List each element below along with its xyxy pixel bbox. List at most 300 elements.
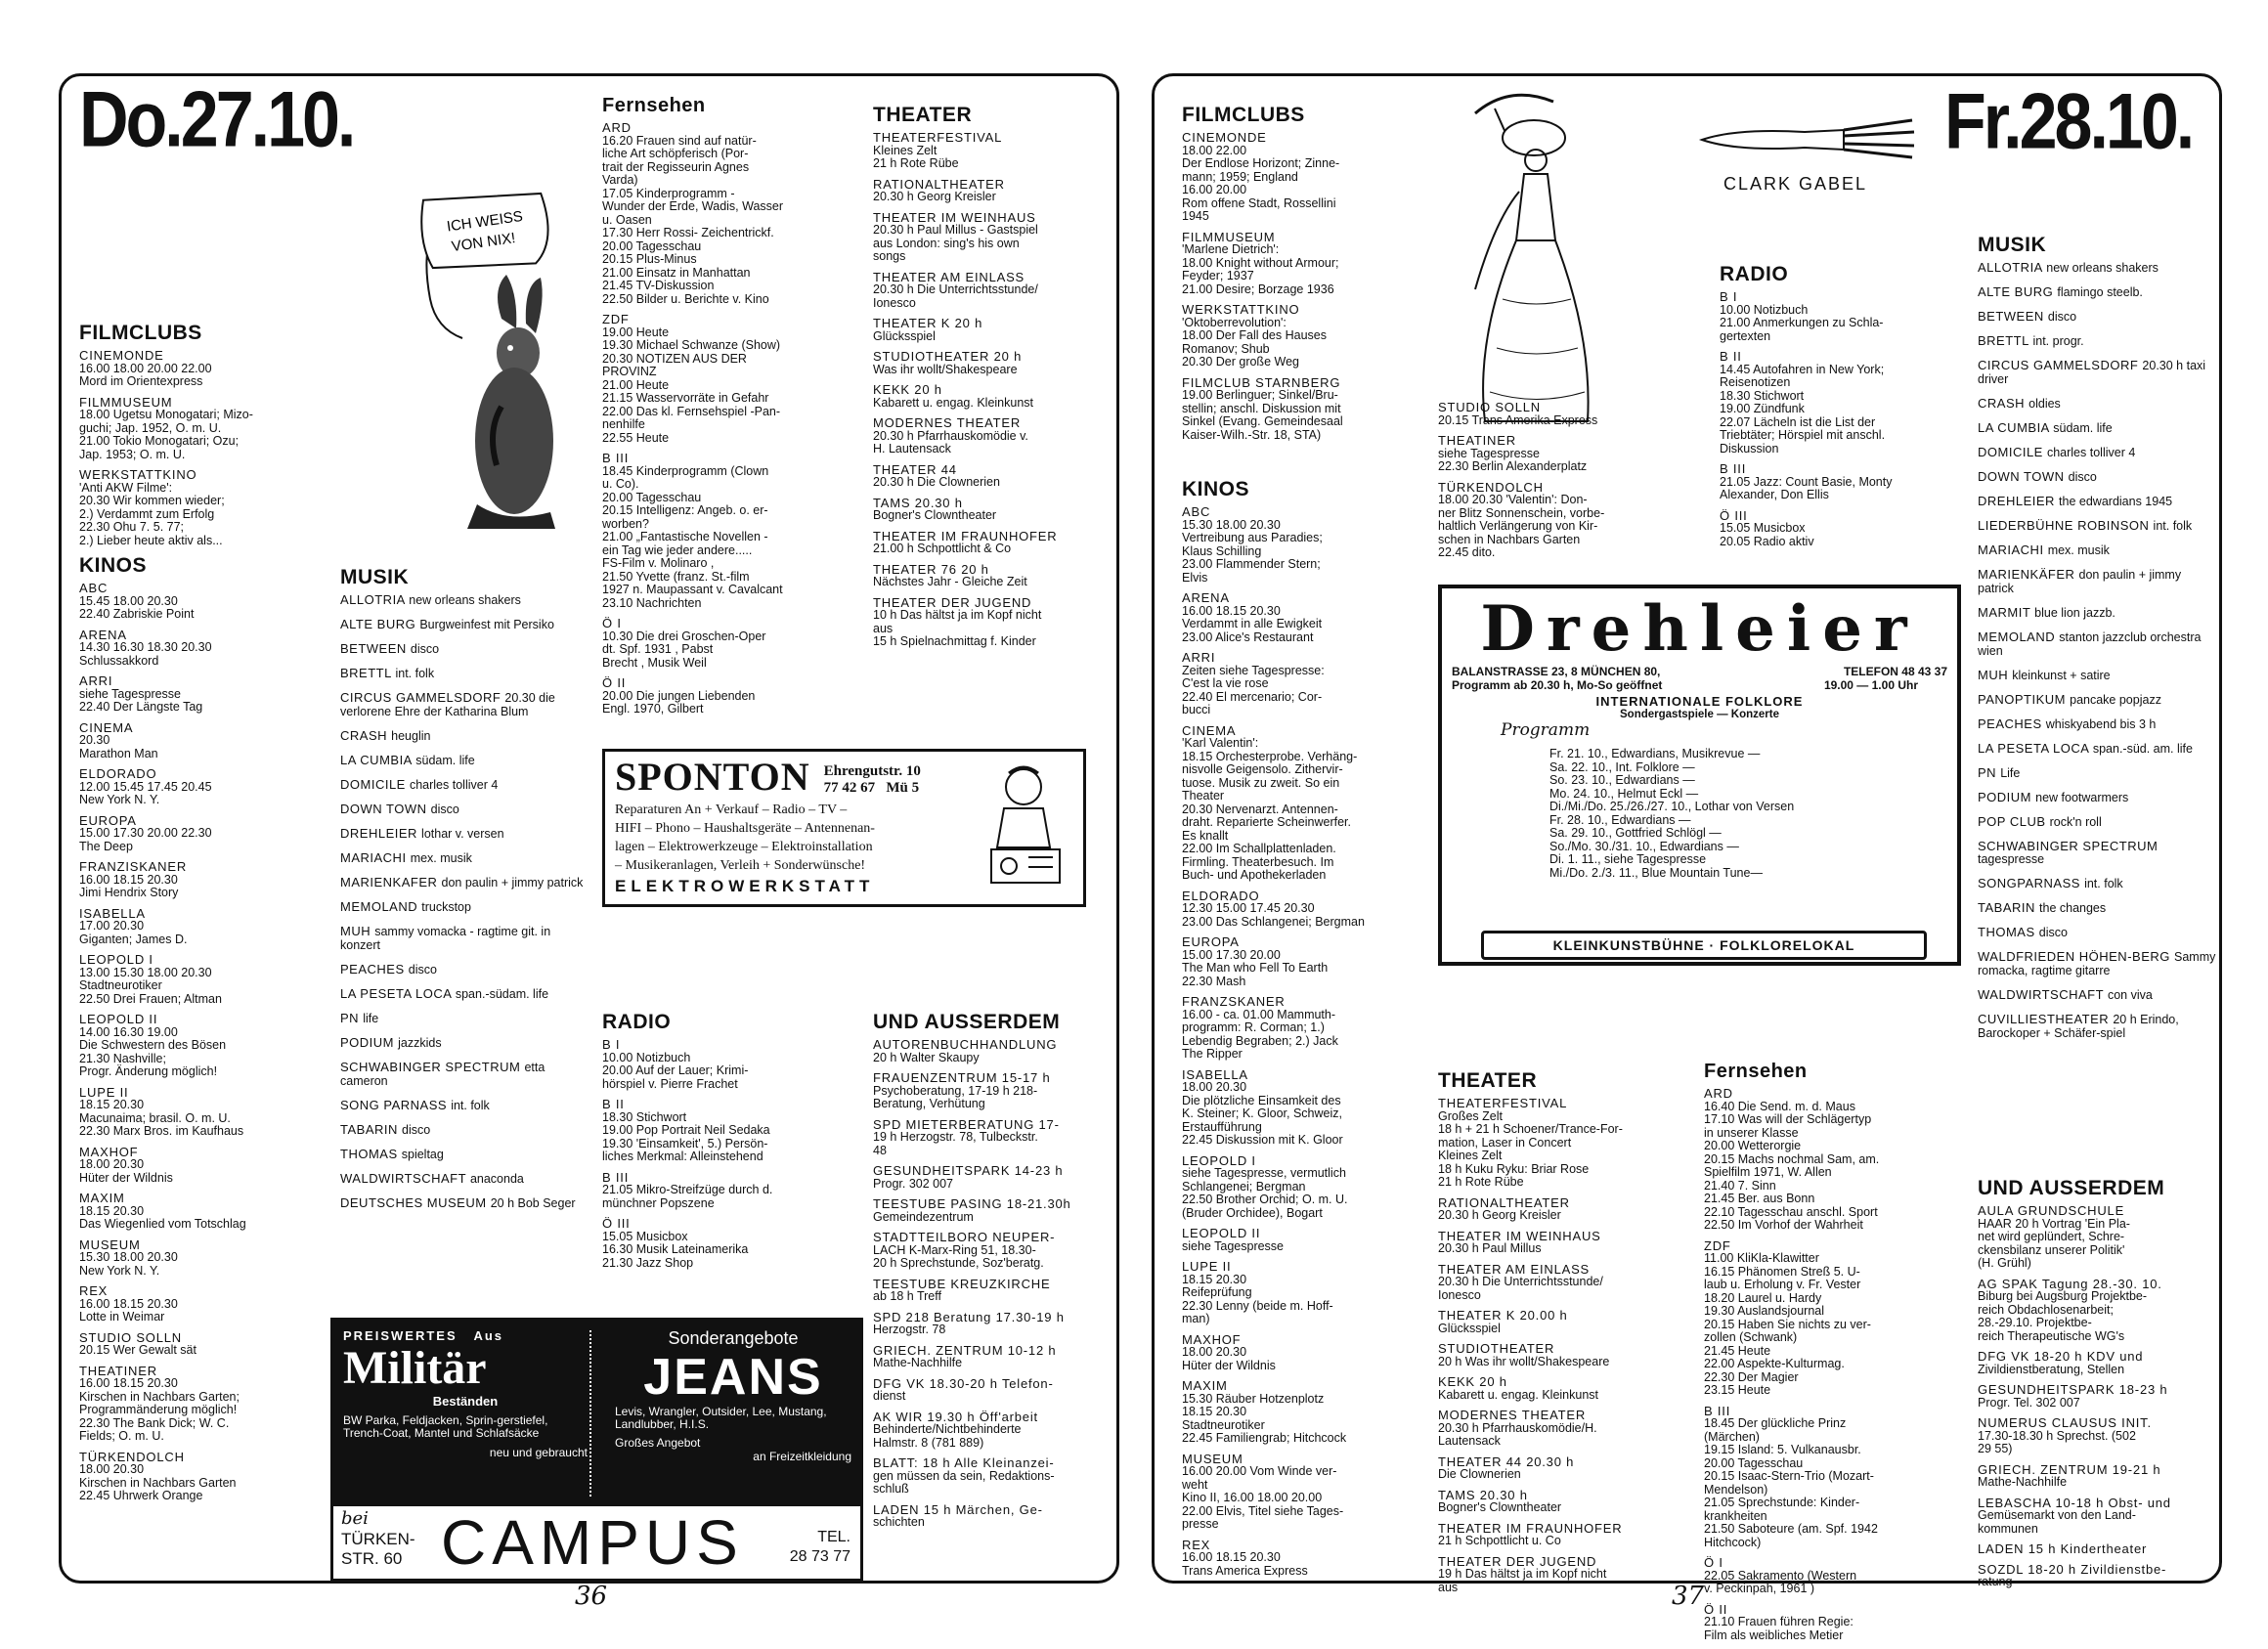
listing-line: Gemüsemarkt von den Land- (1978, 1508, 2136, 1522)
listing-entry (1182, 1453, 1431, 1532)
listing-name: GESUNDHEITSPARK 14-23 h (873, 1163, 1064, 1178)
ad-line: Mi./Do. 2./3. 11., Blue Mountain Tune— (1549, 865, 1763, 880)
listing-name: STUDIO SOLLN (1438, 400, 1541, 414)
listing-entry (873, 530, 1108, 556)
music-venue-item (1978, 519, 2217, 533)
bestaenden-label: Beständen (432, 1394, 499, 1409)
listing-line: 15.45 18.00 20.30 (79, 593, 178, 608)
listing-name: AULA GRUNDSCHULE (1978, 1203, 2125, 1218)
listing-entry (1182, 303, 1417, 369)
listing-name: THEATINER (1438, 433, 1516, 448)
listing-name: THEATERFESTIVAL (1438, 1096, 1568, 1110)
listing-line: 10.00 Notizbuch (1720, 302, 1809, 317)
listing-line: man) (1182, 1312, 1210, 1325)
listing-line: LACH K-Marx-Ring 51, 18.30- (873, 1242, 1036, 1257)
listing-line: reich Obdachlosenarbeit; (1978, 1302, 2114, 1317)
listing-entry (873, 131, 1108, 171)
listing-line: 15.00 17.30 20.00 (1182, 947, 1281, 962)
venue-act: flamingo steelb. (2057, 285, 2143, 299)
listing-line: Kino II, 16.00 18.00 20.00 (1182, 1491, 1323, 1504)
venue-act: don paulin + jimmy patrick (1978, 568, 2182, 595)
music-venue-item (340, 593, 585, 607)
listing-line: aus (873, 621, 894, 635)
listing-name: STUDIOTHEATER 20 h (873, 349, 1023, 364)
listing-line: 18.30 Stichwort (1720, 388, 1805, 403)
music-venue-item (340, 691, 585, 718)
venue-name: ALTE BURG (1978, 284, 2054, 299)
listing-line: Kabarett u. engag. Kleinkunst (873, 395, 1034, 410)
sponton-ad (602, 749, 1086, 907)
listing-entry (79, 582, 372, 622)
listing-line: 18.00 20.30 (79, 1462, 145, 1476)
listing-entry (1438, 1196, 1687, 1223)
listing-line: 18.45 Kinderprogramm (Clown (602, 463, 769, 478)
listing-line: 19.30 'Einsamkeit', 5.) Persön- (602, 1136, 768, 1150)
listing-entry (602, 1171, 856, 1211)
music-venue-item (1978, 606, 2217, 620)
listing-line: 20.00 Tagesschau (602, 490, 702, 504)
listing-entry (602, 676, 861, 716)
listing-line: gen müssen da sein, Redaktions- (873, 1468, 1055, 1483)
listing-entry (79, 349, 372, 389)
listing-entry (1438, 434, 1682, 474)
listing-line: stellin; anschl. Diskussion mit (1182, 401, 1341, 415)
listing-line: 20.00 Wetterorgie (1704, 1139, 1802, 1152)
listing-line: ein Tag wie jeder andere..... (602, 542, 753, 557)
listing-entry (602, 313, 861, 445)
listing-line: HAAR 20 h Vortrag 'Ein Pla- (1978, 1216, 2130, 1231)
listing-line: 16.15 Phänomen Streß 5. U- (1704, 1264, 1860, 1279)
listing-line: 20 h Walter Skaupy (873, 1050, 980, 1064)
listing-name: LEBASCHA 10-18 h Obst- und (1978, 1495, 2171, 1510)
listing-line: 18.15 20.30 (79, 1098, 145, 1111)
left-kinos-title: KINOS (79, 554, 148, 577)
listing-line: New York N. Y. (79, 793, 160, 806)
listing-line: tuose. Musik zu zweit. So ein (1182, 775, 1340, 790)
drehleier-int-folklore: INTERNATIONALE FOLKLORE (1595, 694, 1804, 709)
listing-line: 18.00 Der Fall des Hauses (1182, 328, 1327, 342)
listing-entry (1438, 1409, 1687, 1449)
music-venue-item (1978, 791, 2217, 804)
venue-act: new orleans shakers (2046, 261, 2159, 275)
music-venue-item (1978, 926, 2217, 939)
listing-name: LEOPOLD II (79, 1012, 158, 1026)
listing-line: zollen (Schwank) (1704, 1330, 1798, 1344)
listing-line: siehe Tagespresse, vermutlich (1182, 1166, 1346, 1180)
listing-line: 17.30-18.30 h Sprechst. (502 (1978, 1428, 2136, 1443)
militaer-items: BW Parka, Feldjacken, Sprin-gerstiefel, Trench-Coat, Mantel und Schlafsäcke (343, 1413, 548, 1440)
listing-line: bucci (1182, 703, 1211, 716)
listing-line: 15.00 17.30 20.00 22.30 (79, 826, 212, 840)
listing-name: THEATER AM EINLASS (1438, 1261, 1591, 1277)
listing-line: songs (873, 249, 906, 263)
listing-name: ELDORADO (1182, 888, 1260, 903)
listing-entry (1720, 290, 1954, 343)
listing-line: Progr. Änderung möglich! (79, 1064, 218, 1078)
listing-line: 20.30 h Die Unterrichtsstunde/ (873, 282, 1038, 296)
listing-name: MUSEUM (1182, 1451, 1243, 1466)
listing-line: 16.00 18.00 20.00 22.00 (79, 361, 212, 375)
venue-act: int. progr. (2032, 334, 2084, 348)
listing-line: 18.00 20.30 (1182, 1080, 1247, 1094)
listing-name: RATIONALTHEATER (1438, 1194, 1570, 1210)
listing-line: 10.00 Notizbuch (602, 1050, 691, 1064)
listing-line: liches Merkmal: Alleinstehend (602, 1150, 763, 1163)
listing-line: Schlussakkord (79, 653, 159, 668)
venue-name: MARIENKÄFER (1978, 567, 2075, 582)
venue-name: ALTE BURG (340, 617, 416, 631)
listing-line: 15.05 Musicbox (1720, 521, 1806, 535)
listing-name: TEESTUBE PASING 18-21.30h (873, 1196, 1071, 1211)
listing-line: Das Wiegenlied vom Totschlag (79, 1217, 246, 1231)
listing-entry (873, 1071, 1108, 1111)
left-theater-title: THEATER (873, 104, 973, 126)
listing-line: 20.30 h Pfarrhauskomödie v. (873, 428, 1028, 443)
music-venue-item (1978, 397, 2217, 411)
listing-line: worben? (602, 516, 649, 531)
listing-entry (1438, 1489, 1687, 1515)
venue-name: CIRCUS GAMMELSDORF (340, 690, 502, 705)
venue-name: PODIUM (1978, 790, 2031, 804)
venue-act: mex. musik (410, 851, 472, 865)
listing-name: B III (1704, 1403, 1731, 1418)
listing-line: 2.) Verdammt zum Erfolg (79, 506, 215, 521)
left-filmclubs-kinos-column (79, 316, 372, 1510)
venue-act: südam. life (2053, 421, 2113, 435)
venue-name: TABARIN (1978, 900, 2035, 915)
music-venue-item (1978, 877, 2217, 890)
listing-line: Fields; O. m. U. (79, 1429, 164, 1443)
listing-line: reich Therapeutische WG's (1978, 1328, 2125, 1343)
listing-name: TÜRKENDOLCH (79, 1449, 185, 1464)
listing-line: 22.30 Lenny (beide m. Hoff- (1182, 1298, 1333, 1313)
listing-line: 21.45 Heute (1704, 1343, 1771, 1358)
bubble-line-2: VON NIX! (450, 230, 517, 256)
right-filmclubs-column (1182, 98, 1417, 449)
listing-line: Die Schwestern des Bösen (79, 1038, 227, 1052)
listing-name: CINEMONDE (79, 348, 164, 363)
music-venue-item (1978, 630, 2217, 658)
venue-name: DOMICILE (1978, 445, 2043, 459)
venue-act: truckstop (421, 900, 471, 914)
listing-line: 18.00 20.30 (79, 1157, 145, 1171)
right-musik-list (1978, 261, 2217, 1040)
ad-line: Di./Mi./Do. 25./26./27. 10., Lothar von Versen (1549, 800, 1795, 813)
listing-line: 18.00 Knight without Armour; (1182, 255, 1339, 270)
listing-name: FRANZSKANER (1182, 994, 1286, 1009)
listing-line: 20.15 Isaac-Stern-Trio (Mozart- (1704, 1469, 1874, 1483)
listing-entry (1978, 1542, 2217, 1556)
listing-name: LUPE II (1182, 1259, 1232, 1274)
drehleier-hours-right: 19.00 — 1.00 Uhr (1823, 678, 1918, 692)
listing-line: Hüter der Wildnis (1182, 1358, 1276, 1372)
edwardian-lady-illustration (1417, 84, 1622, 436)
listing-line: Behinderte/Nichtbehinderte (873, 1422, 1022, 1436)
listing-line: 22.30 The Bank Dick; W. C. (79, 1415, 230, 1430)
listing-line: 19.00 Heute (602, 325, 670, 339)
listing-entry (1182, 1539, 1431, 1579)
music-venue-item (1978, 766, 2217, 780)
venue-name: THOMAS (340, 1147, 398, 1161)
venue-name: LA CUMBIA (1978, 420, 2050, 435)
listing-entry (1182, 1333, 1431, 1373)
listing-line: 22.40 Zabriskie Point (79, 607, 195, 621)
listing-line: siehe Tagespresse (1182, 1238, 1285, 1253)
venue-act: disco (402, 1123, 431, 1137)
venue-act: südam. life (415, 754, 475, 767)
listing-name: GESUNDHEITSPARK 18-23 h (1978, 1382, 2168, 1397)
listing-line: 16.00 20.00 (1182, 183, 1247, 196)
listing-line: 21.50 Saboteure (am. Spf. 1942 (1704, 1522, 1878, 1536)
listing-line: 21.00 Heute (602, 377, 670, 392)
listing-name: THEATER AM EINLASS (873, 269, 1025, 284)
listing-line: Gemeindezentrum (873, 1209, 974, 1224)
music-venue-item (340, 1148, 585, 1161)
listing-line: 2.) Lieber heute aktiv als... (79, 533, 223, 547)
venue-act: int. folk (451, 1099, 490, 1112)
listing-line: Bogner's Clowntheater (1438, 1500, 1562, 1514)
right-musik-title: MUSIK (1978, 234, 2047, 256)
venue-name: LA PESETA LOCA (340, 986, 452, 1001)
listing-line: schluß (873, 1482, 909, 1496)
sponton-district: Mü 5 (886, 780, 920, 796)
listing-entry (1182, 231, 1417, 297)
listing-line: Was ihr wollt/Shakespeare (873, 362, 1018, 376)
venue-name: CRASH (340, 728, 388, 743)
venue-act: tagespresse (1978, 852, 2045, 866)
listing-line: Kabarett u. engag. Kleinkunst (1438, 1387, 1599, 1402)
listing-entry (602, 452, 861, 610)
listing-line: trait der Regisseurin Agnes (602, 159, 750, 174)
listing-line: 16.00 18.15 20.30 (79, 1296, 178, 1311)
listing-name: STUDIOTHEATER (1438, 1341, 1555, 1356)
listing-line: Theater (1182, 789, 1225, 803)
venue-act: span.-süd. am. life (2092, 742, 2193, 756)
listing-line: Progr. Tel. 302 007 (1978, 1395, 2080, 1410)
listing-line: 18.30 Stichwort (602, 1109, 687, 1124)
venue-act: blue lion jazzb. (2034, 606, 2115, 620)
listing-line: 16.00 18.15 20.30 (1182, 1550, 1281, 1564)
listing-entry (1438, 401, 1682, 427)
listing-entry (1704, 1239, 1958, 1398)
listing-name: EUROPA (1182, 934, 1240, 949)
militaer-label: Militär (343, 1342, 487, 1394)
venue-act: disco (2047, 310, 2077, 324)
listing-line: 18.00 20.30 'Valentin': Don- (1438, 493, 1588, 506)
listing-line: 21.05 Mikro-Streifzüge durch d. (602, 1183, 773, 1196)
listing-line: Erstaufführung (1182, 1119, 1262, 1134)
listing-entry (1978, 1416, 2217, 1456)
listing-entry (1438, 1309, 1687, 1335)
listing-line: Lotte in Weimar (79, 1310, 165, 1324)
listing-entry (873, 383, 1108, 410)
listing-line: 22.45 Diskussion mit K. Gloor (1182, 1133, 1343, 1147)
listing-name: RATIONALTHEATER (873, 176, 1005, 192)
listing-entry (79, 396, 372, 462)
venue-act: new orleans shakers (409, 593, 521, 607)
listing-line: 18.15 20.30 (1182, 1405, 1247, 1418)
venue-act: kleinkunst + satire (2012, 669, 2111, 682)
rabbit-cartoon-illustration (409, 192, 604, 543)
listing-name: Ö III (1720, 507, 1748, 523)
listing-line: 21.00 Einsatz in Manhattan (602, 265, 751, 280)
listing-line: Wunder der Erde, Wadis, Wasser (602, 199, 784, 213)
listing-line: 22.40 El mercenario; Cor- (1182, 689, 1323, 704)
left-fernsehen-column (602, 88, 861, 723)
listing-name: THEATER IM WEINHAUS (1438, 1228, 1601, 1243)
listing-line: 22.45 Uhrwerk Orange (79, 1489, 203, 1502)
listing-entry (602, 1217, 856, 1270)
campus-label: CAMPUS (441, 1507, 744, 1578)
listing-line: 15.30 18.00 20.30 (79, 1250, 178, 1264)
listing-line: Stadtneurotiker (79, 978, 162, 992)
listing-name: Ö I (1704, 1555, 1723, 1570)
listing-line: Buch- und Apothekerladen (1182, 868, 1327, 882)
listing-entry (873, 271, 1108, 311)
listing-line: 18.20 Laurel u. Hardy (1704, 1290, 1822, 1305)
listing-line: schen in Nachbars Garten (1438, 532, 1581, 546)
listing-name: B I (1720, 289, 1738, 304)
listing-entry (79, 1284, 372, 1324)
listing-line: 22.30 Der Magier (1704, 1369, 1799, 1384)
venue-name: MUH (340, 924, 371, 938)
ad-line: lagen – Elektrowerkzeuge – Elektroinstallation (615, 840, 873, 854)
listing-entry (1978, 1383, 2217, 1410)
venue-act: whiskyabend bis 3 h (2045, 717, 2157, 731)
listing-line: 28.-29.10. Projektbe- (1978, 1316, 2092, 1329)
venue-act: disco (2038, 926, 2068, 939)
listing-line: Glücksspiel (873, 328, 936, 343)
right-musik-column (1978, 228, 2217, 1051)
listing-line: 1945 (1182, 209, 1209, 223)
listing-line: 17.30 Herr Rossi- Zeichentrickf. (602, 226, 774, 239)
ad-line: Sa. 29. 10., Gottfried Schlögl — (1549, 826, 1722, 840)
listing-line: nenhilfe (602, 417, 645, 431)
listing-line: 18.00 20.30 (1182, 1345, 1247, 1359)
venue-name: SCHWABINGER SPECTRUM (1978, 839, 2159, 853)
listing-line: 12.00 15.45 17.45 20.45 (79, 779, 212, 794)
venue-act: spieltag (401, 1148, 444, 1161)
listing-line: 21 h Rote Rübe (873, 156, 959, 170)
listing-line: 20.30 h Paul Millus - Gastspiel (873, 223, 1038, 237)
listing-entry (79, 767, 372, 807)
listing-line: siehe Tagespresse (1438, 446, 1541, 460)
right-kinos-title: KINOS (1182, 478, 1250, 500)
listing-line: Jimi Hendrix Story (79, 886, 179, 899)
listing-line: Es knallt (1182, 828, 1229, 843)
listing-line: The Man who Fell To Earth (1182, 961, 1329, 975)
drehleier-program-lines (1549, 748, 1957, 880)
listing-line: Lebendig Begraben; 2.) Jack (1182, 1033, 1338, 1048)
listing-line: u. Co). (602, 477, 639, 491)
listing-entry (1978, 1204, 2217, 1271)
listing-line: 18.15 20.30 (79, 1203, 145, 1218)
listing-line: Nächstes Jahr - Gleiche Zeit (873, 575, 1027, 588)
listing-line: 22.00 Das kl. Fernsehspiel -Pan- (602, 404, 781, 418)
music-venue-item (340, 876, 585, 890)
listing-line: 20.30 (79, 733, 110, 747)
listing-name: B III (602, 1169, 630, 1185)
listing-line: 10.30 Die drei Groschen-Oper (602, 629, 766, 643)
listing-name: SOZDL 18-20 h Zivildienstbe- (1978, 1561, 2167, 1577)
ad-line: Fr. 21. 10., Edwardians, Musikrevue — (1549, 747, 1761, 760)
right-radio-title: RADIO (1720, 263, 1789, 285)
venue-act: disco (408, 963, 437, 976)
listing-line: 20.30 h Pfarrhauskomödie/H. (1438, 1420, 1597, 1435)
listing-line: 22.00 Elvis, Titel siehe Tages- (1182, 1503, 1344, 1518)
listing-line: 20.15 Machs nochmal Sam, am. (1704, 1151, 1880, 1166)
venue-name: PN (1978, 765, 1997, 780)
left-musik-column (340, 560, 585, 1221)
listing-line: 14.00 16.30 19.00 (79, 1024, 178, 1039)
listing-line: 21.40 7. Sinn (1704, 1178, 1776, 1193)
listing-line: 16.40 Die Send. m. d. Maus (1704, 1099, 1855, 1113)
venue-act: Life (2000, 766, 2021, 780)
listing-entry (873, 1410, 1108, 1451)
listing-name: ABC (1182, 504, 1211, 519)
listing-line: ckensbilanz unserer Politik' (1978, 1242, 2125, 1257)
listing-line: 17.10 Was will der Schlägertyp (1704, 1112, 1872, 1126)
listing-entry (873, 1118, 1108, 1158)
music-venue-item (1978, 568, 2217, 595)
venue-name: PN (340, 1011, 360, 1025)
listing-line: 19.00 Pop Portrait Neil Sedaka (602, 1123, 770, 1137)
listing-line: 22.55 Heute (602, 430, 670, 445)
listing-line: 23.15 Heute (1704, 1383, 1771, 1397)
left-kinos-list (79, 582, 372, 1503)
listing-line: C'est la vie rose (1182, 676, 1269, 690)
venue-act: int. folk (395, 667, 435, 680)
listing-name: THEATER K 20 h (873, 316, 983, 330)
jeans-label: JEANS (643, 1349, 823, 1406)
listing-name: LUPE II (79, 1084, 129, 1100)
listing-name: GRIECH. ZENTRUM 19-21 h (1978, 1461, 2161, 1477)
listing-line: Kirschen in Nachbars Garten; (79, 1389, 240, 1404)
listing-name: MAXHOF (1182, 1331, 1242, 1347)
venue-name: DEUTSCHES MUSEUM (340, 1195, 487, 1210)
listing-line: hörspiel v. Pierre Frachet (602, 1076, 738, 1091)
listing-line: 'Marlene Dietrich': (1182, 242, 1280, 256)
listing-name: TAMS 20.30 h (873, 495, 963, 510)
listing-line: 48 (873, 1143, 887, 1157)
right-kinos-column (1182, 472, 1431, 1584)
venue-name: PEACHES (1978, 716, 2042, 731)
venue-act: oldies (2028, 397, 2061, 411)
listing-line: Vertreibung aus Paradies; (1182, 531, 1323, 544)
listing-line: Die plötzliche Einsamkeit des (1182, 1093, 1341, 1107)
listing-line: 18 h Kuku Ryku: Briar Rose (1438, 1161, 1590, 1176)
listing-line: Sinkel (Evang. Gemeindesaal (1182, 414, 1343, 428)
listing-name: GRIECH. ZENTRUM 10-12 h (873, 1342, 1057, 1358)
listing-entry (873, 1231, 1108, 1271)
listing-entry (79, 860, 372, 900)
sponton-address: Ehrengutstr. 10 (823, 763, 921, 779)
listing-name: THEATINER (79, 1363, 157, 1378)
listing-line: Marathon Man (79, 746, 158, 760)
ad-line: HIFI – Phono – Haushaltsgeräte – Antennenan- (615, 821, 875, 836)
left-theater-column (873, 98, 1108, 656)
music-venue-item (1978, 421, 2217, 435)
left-musik-list (340, 593, 585, 1210)
listing-line: net wird geplündert, Schre- (1978, 1230, 2125, 1243)
tel-number: 28 73 77 (789, 1548, 850, 1565)
venue-name: BRETTL (340, 666, 392, 680)
listing-line: Feyder; 1937 (1182, 269, 1254, 282)
listing-entry (1182, 1260, 1431, 1326)
listing-entry (1704, 1603, 1958, 1643)
listing-entry (79, 953, 372, 1006)
listing-entry (1704, 1087, 1958, 1233)
